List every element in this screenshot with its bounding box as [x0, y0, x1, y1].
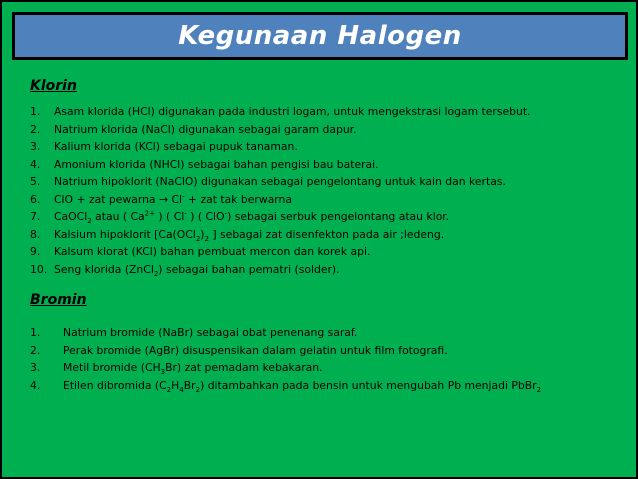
list-item-number: 2. [30, 122, 41, 136]
klorin-list [30, 103, 531, 278]
text-run: Seng klorida (ZnCl [54, 262, 154, 276]
text-run: ) sebagai serbuk pengelontang atau klor. [227, 210, 450, 223]
list-item [30, 208, 531, 226]
subscript: 2 [204, 234, 209, 243]
list-item-text [54, 243, 370, 261]
subscript: 2 [153, 269, 159, 278]
list-item-text [63, 359, 323, 377]
list-item-text [63, 342, 448, 360]
list-item-number: 1. [30, 105, 41, 118]
list-item [30, 138, 531, 156]
text-run: H [171, 378, 180, 392]
list-item-number: 4. [30, 378, 41, 392]
text-run: ) ditambahkan pada bensin untuk mengubah Pb menjadi PbBr [200, 378, 537, 392]
list-item [30, 324, 541, 342]
text-run: Kalsum klorat (KCl) bahan pembuat mercon dan korek api. [54, 245, 371, 258]
text-run: Asam klorida (HCl) digunakan pada industri logam, untuk mengekstrasi logam tersebut. [54, 105, 531, 118]
text-run: Etilen dibromida (C [63, 378, 167, 392]
bromin-list [30, 324, 541, 394]
text-run: Natrium bromide (NaBr) sebagai obat penenang saraf. [63, 326, 358, 339]
text-run: Amonium klorida (NHCl) sebagai bahan pengisi bau baterai. [54, 157, 379, 171]
list-item [30, 173, 531, 191]
text-run: ) ( ClO [186, 210, 225, 223]
section-heading-klorin: Klorin [30, 78, 77, 94]
list-item-number: 4. [30, 157, 41, 171]
list-item [30, 342, 541, 360]
list-item-number: 5. [30, 175, 41, 188]
text-run: Natrium klorida (NaCl) digunakan sebagai garam dapur. [54, 122, 357, 136]
text-run: Kalsium hipoklorit [Ca(OCl [54, 227, 196, 241]
list-item [30, 103, 531, 121]
subscript: 2 [195, 234, 201, 243]
list-item-number: 8. [30, 227, 41, 241]
list-item-text [54, 173, 506, 191]
text-run: ] sebagai zat disenfekton pada air ;ledeng. [208, 227, 445, 241]
section-heading-bromin: Bromin [30, 292, 87, 308]
list-item-number: 10. [30, 262, 48, 276]
text-run: Perak bromide (AgBr) disuspensikan dalam gelatin untuk film fotografi. [63, 343, 448, 357]
subscript: 2 [166, 385, 172, 394]
text-run: atau ( Ca [91, 210, 145, 223]
list-item-text [54, 226, 444, 244]
list-item-text [63, 377, 541, 395]
list-item [30, 156, 531, 174]
list-item-text [54, 208, 449, 226]
list-item-text [54, 261, 340, 279]
subscript: 2 [536, 385, 542, 394]
text-run: ) sebagai bahan pematri (solder). [158, 262, 340, 276]
superscript: - [182, 191, 185, 200]
subscript: 2 [87, 217, 92, 226]
text-run: + zat tak berwarna [184, 192, 293, 206]
list-item [30, 359, 541, 377]
list-item-number: 3. [30, 140, 41, 153]
list-item [30, 377, 541, 395]
list-item-text [63, 324, 357, 342]
text-run: Metil bromide (CH [63, 361, 161, 374]
list-item-number: 1. [30, 326, 41, 339]
text-run: ClO + zat pewarna → Cl [54, 192, 182, 206]
list-item-text [54, 191, 292, 209]
list-item-text [54, 121, 357, 139]
list-item-number: 3. [30, 361, 41, 374]
list-item [30, 191, 531, 209]
subscript: 3 [160, 368, 166, 377]
text-run: ) ( Cl [154, 210, 185, 223]
list-item-text [54, 138, 298, 156]
title-bar [12, 12, 628, 60]
list-item [30, 261, 531, 279]
list-item [30, 226, 531, 244]
list-item-number: 9. [30, 245, 41, 258]
text-run: CaOCl [54, 210, 88, 223]
list-item-number: 2. [30, 343, 41, 357]
text-run: ) [200, 227, 205, 241]
text-run: Br [183, 378, 196, 392]
list-item [30, 121, 531, 139]
superscript: - [184, 209, 187, 218]
list-item-number: 7. [30, 210, 41, 223]
superscript: - [224, 209, 228, 218]
list-item-number: 6. [30, 192, 41, 206]
slide-title: Kegunaan Halogen [178, 21, 462, 51]
text-run: Br) zat pemadam kebakaran. [165, 361, 323, 374]
text-run: Kalium klorida (KCl) sebagai pupuk tanaman. [54, 140, 298, 153]
list-item [30, 243, 531, 261]
list-item-text [54, 103, 531, 121]
superscript: 2+ [144, 209, 155, 218]
subscript: 2 [195, 385, 201, 394]
subscript: 4 [179, 385, 184, 394]
list-item-text [54, 156, 379, 174]
text-run: Natrium hipoklorit (NaClO) digunakan sebagai pengelontang untuk kain dan kertas. [54, 175, 506, 188]
